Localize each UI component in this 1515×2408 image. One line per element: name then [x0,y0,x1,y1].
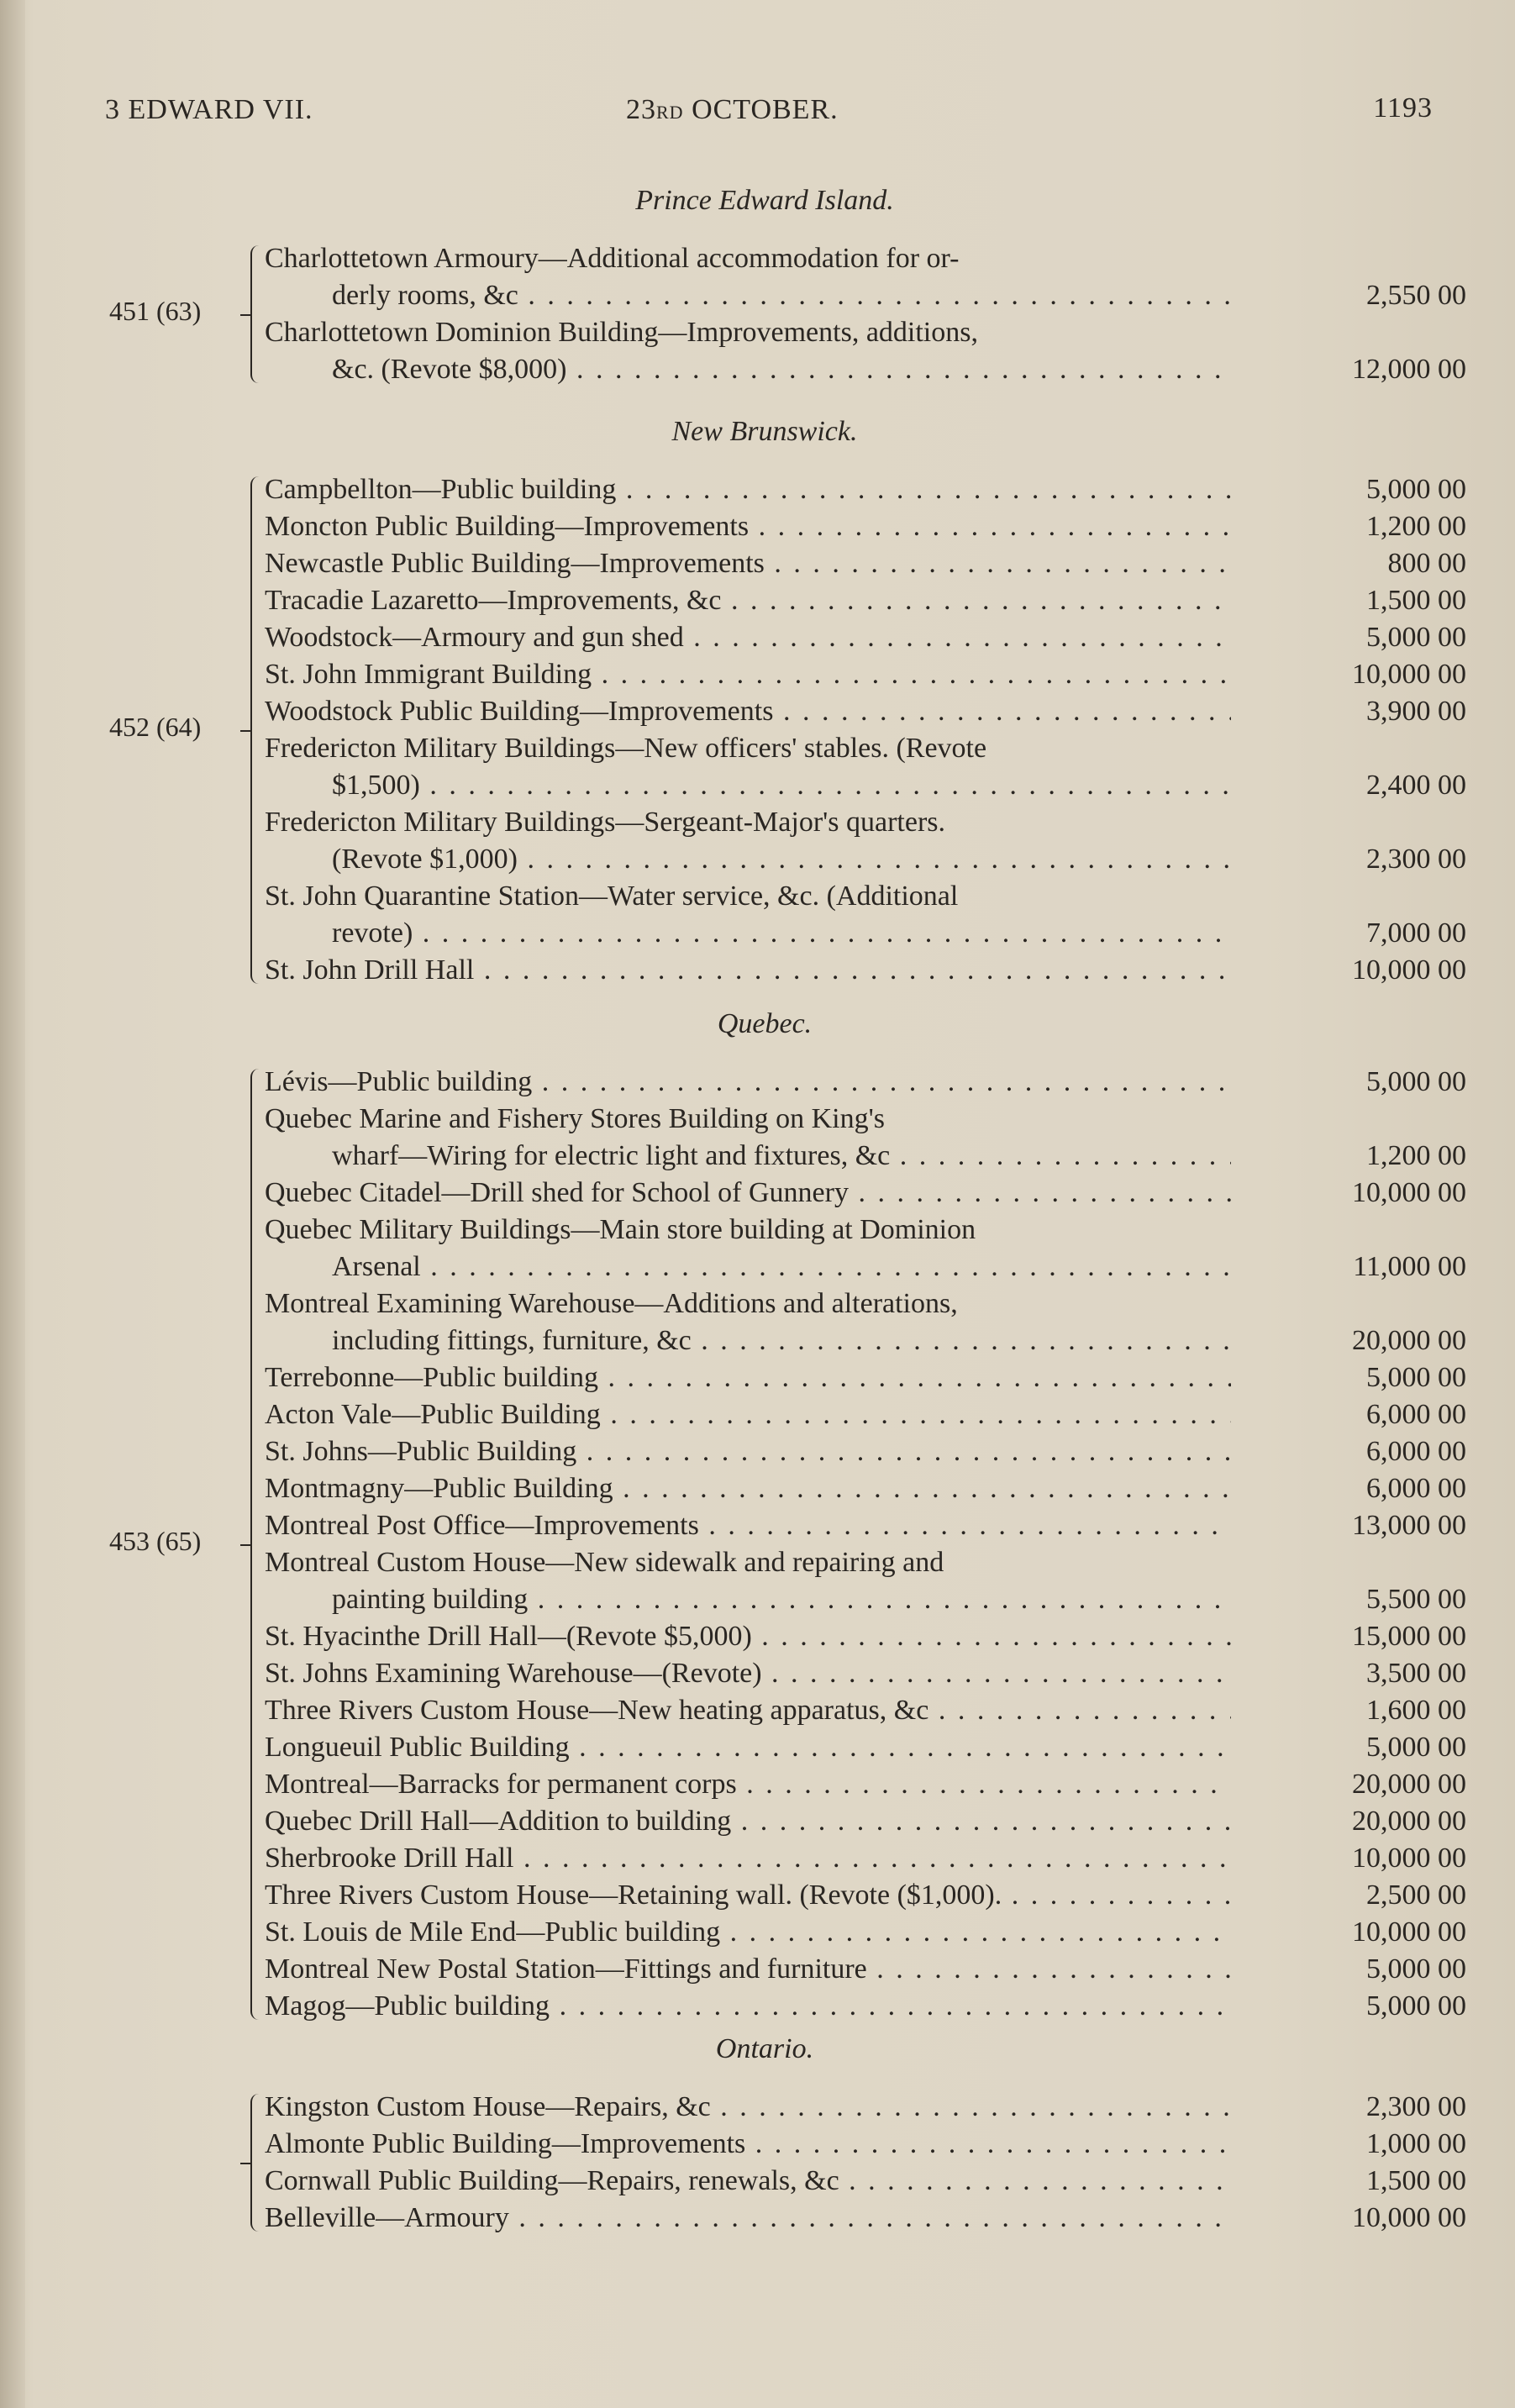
item-amount: 5,000 00 [1366,474,1466,505]
section-title: Quebec. [717,1008,813,1039]
item-amount: 7,000 00 [1366,917,1466,949]
group-brace [250,245,259,383]
item-amount: 1,600 00 [1366,1695,1466,1726]
item-amount: 1,200 00 [1366,1140,1466,1171]
item-description-line: Sherbrooke Drill Hall . . . [265,1840,1231,1877]
item-amount: 6,000 00 [1366,1436,1466,1467]
line-item [265,656,1466,693]
item-description-line: Quebec Military Buildings—Main store building at Dominion [265,1214,976,1245]
item-description-line: St. John Quarantine Station—Water service, &c. (Additional [265,881,959,912]
item-description-line: St. John Drill Hall . . . [265,952,1231,989]
item-amount: 10,000 00 [1352,659,1466,690]
section-title: Prince Edward Island. [635,185,894,216]
line-item [265,952,1466,989]
item-amount: 20,000 00 [1352,1325,1466,1356]
item-description-line: Charlottetown Armoury—Additional accommodation for or- [265,243,960,274]
line-item [265,1803,1466,1840]
line-item [265,1359,1466,1396]
line-item [265,1692,1466,1729]
section-title: Ontario. [715,2033,814,2064]
line-item [265,693,1466,730]
vote-number-label: 453 (65) [109,1526,202,1556]
group-brace [250,2094,259,2232]
line-item [265,1507,1466,1544]
item-description-line: Montmagny—Public Building . . . [265,1470,1231,1507]
item-description-line: Montreal Custom House—New sidewalk and repairing and [265,1547,944,1578]
item-amount: 11,000 00 [1353,1251,1466,1282]
vote-number-label: 451 (63) [109,296,202,326]
section-title: New Brunswick. [671,416,858,447]
item-amount: 5,000 00 [1366,1732,1466,1763]
item-description-line: Quebec Citadel—Drill shed for School of Gunnery . . . [265,1175,1231,1212]
item-description-line: Almonte Public Building—Improvements . . . [265,2126,1231,2163]
vote-number-label: 452 (64) [109,712,202,742]
item-description-line: Acton Vale—Public Building . . . [265,1396,1231,1433]
item-amount: 3,500 00 [1366,1658,1466,1689]
item-amount: 5,000 00 [1366,1066,1466,1097]
item-description-line: Newcastle Public Building—Improvements . . . [265,545,1231,582]
item-amount: 5,000 00 [1366,1953,1466,1985]
line-item [265,1544,1466,1618]
line-item [265,1212,1466,1285]
line-item [265,619,1466,656]
line-item [265,1840,1466,1877]
line-item [265,878,1466,952]
page-header [105,94,1433,136]
item-description-line: $1,500) . . . [265,767,1231,804]
item-description-line: Quebec Marine and Fishery Stores Building on King's [265,1103,885,1134]
item-description-line: Three Rivers Custom House—Retaining wall. (Revote ($1,000). . . . [265,1877,1231,1914]
item-description-line: Campbellton—Public building . . . [265,471,1231,508]
line-item [265,2163,1466,2200]
item-amount: 1,200 00 [1366,511,1466,542]
line-item [265,1175,1466,1212]
line-item [265,1396,1466,1433]
item-description-line: Fredericton Military Buildings—New officers' stables. (Revote [265,733,987,764]
item-description-line: Lévis—Public building . . . [265,1064,1231,1101]
line-item [265,1101,1466,1175]
item-amount: 2,500 00 [1366,1880,1466,1911]
item-description-line: St. Hyacinthe Drill Hall—(Revote $5,000) . . . [265,1618,1231,1655]
item-amount: 5,000 00 [1366,622,1466,653]
line-item [265,1766,1466,1803]
line-item [265,1729,1466,1766]
header-date-suffix: RD [656,102,684,123]
item-amount: 10,000 00 [1352,2202,1466,2233]
line-item [265,314,1466,388]
group-brace [250,476,259,984]
book-binding-edge [0,0,25,2408]
line-item [265,2126,1466,2163]
item-amount: 10,000 00 [1352,1916,1466,1948]
item-amount: 2,550 00 [1366,280,1466,311]
item-amount: 1,500 00 [1366,2165,1466,2196]
item-description-line: Fredericton Military Buildings—Sergeant-Major's quarters. [265,807,946,838]
item-amount: 2,300 00 [1366,844,1466,875]
item-description-line: St. Johns—Public Building . . . [265,1433,1231,1470]
item-description-line: Charlottetown Dominion Building—Improvements, additions, [265,317,978,348]
item-description-line: Montreal Post Office—Improvements . . . [265,1507,1231,1544]
item-description-line: Woodstock Public Building—Improvements . . . [265,693,1231,730]
item-amount: 800 00 [1387,548,1466,579]
item-description-line: Arsenal . . . [265,1249,1231,1285]
item-description-line: including fittings, furniture, &c . . . [265,1322,1231,1359]
line-item [265,1433,1466,1470]
line-item [265,1877,1466,1914]
item-description-line: &c. (Revote $8,000) . . . [265,351,1231,388]
item-description-line: Cornwall Public Building—Repairs, renewals, &c . . . [265,2163,1231,2200]
item-amount: 2,300 00 [1366,2091,1466,2122]
item-description-line: Moncton Public Building—Improvements . . . [265,508,1231,545]
item-amount: 2,400 00 [1366,770,1466,801]
item-amount: 5,000 00 [1366,1990,1466,2022]
item-description-line: Montreal New Postal Station—Fittings and furniture . . . [265,1951,1231,1988]
header-reign: 3 EDWARD VII. [105,94,313,125]
item-amount: 3,900 00 [1366,696,1466,727]
item-amount: 10,000 00 [1352,954,1466,986]
item-description-line: St. John Immigrant Building . . . [265,656,1231,693]
item-amount: 1,000 00 [1366,2128,1466,2159]
item-amount: 1,500 00 [1366,585,1466,616]
line-item [265,804,1466,878]
item-amount: 15,000 00 [1352,1621,1466,1652]
group-brace [250,1069,259,2020]
line-item [265,1655,1466,1692]
item-description-line: Montreal—Barracks for permanent corps . . . [265,1766,1231,1803]
item-amount: 20,000 00 [1352,1769,1466,1800]
line-item [265,2089,1466,2126]
item-description-line: Three Rivers Custom House—New heating apparatus, &c . . . [265,1692,1231,1729]
item-description-line: Quebec Drill Hall—Addition to building . . . [265,1803,1231,1840]
item-amount: 6,000 00 [1366,1399,1466,1430]
item-amount: 6,000 00 [1366,1473,1466,1504]
item-description-line: Kingston Custom House—Repairs, &c . . . [265,2089,1231,2126]
item-description-line: derly rooms, &c . . . [265,277,1231,314]
item-amount: 12,000 00 [1352,354,1466,385]
item-description-line: Longueuil Public Building . . . [265,1729,1231,1766]
item-description-line: St. Louis de Mile End—Public building . . . [265,1914,1231,1951]
item-description-line: wharf—Wiring for electric light and fixtures, &c . . . [265,1138,1231,1175]
line-item [265,1470,1466,1507]
item-description-line: Woodstock—Armoury and gun shed . . . [265,619,1231,656]
item-amount: 13,000 00 [1352,1510,1466,1541]
line-item [265,471,1466,508]
line-item [265,240,1466,314]
line-item [265,1914,1466,1951]
line-item [265,508,1466,545]
item-description-line: Belleville—Armoury . . . [265,2200,1231,2237]
line-item [265,1951,1466,1988]
item-description-line: Magog—Public building . . . [265,1988,1231,2025]
line-item [265,582,1466,619]
line-item [265,1285,1466,1359]
line-item [265,2200,1466,2237]
header-date [626,94,839,126]
line-item [265,1988,1466,2025]
line-item [265,545,1466,582]
line-item [265,1064,1466,1101]
page-number: 1193 [1373,92,1433,124]
item-description-line: painting building . . . [265,1581,1231,1618]
item-description-line: Terrebonne—Public building . . . [265,1359,1231,1396]
header-date-month: OCTOBER. [692,94,839,125]
item-description-line: Tracadie Lazaretto—Improvements, &c . . . [265,582,1231,619]
item-description-line: St. Johns Examining Warehouse—(Revote) . . . [265,1655,1231,1692]
item-amount: 5,000 00 [1366,1362,1466,1393]
line-item [265,1618,1466,1655]
header-date-day: 23 [626,94,656,125]
item-amount: 10,000 00 [1352,1177,1466,1208]
item-amount: 20,000 00 [1352,1806,1466,1837]
item-amount: 5,500 00 [1366,1584,1466,1615]
item-description-line: (Revote $1,000) . . . [265,841,1231,878]
item-amount: 10,000 00 [1352,1843,1466,1874]
item-description-line: revote) . . . [265,915,1231,952]
line-item [265,730,1466,804]
item-description-line: Montreal Examining Warehouse—Additions and alterations, [265,1288,958,1319]
